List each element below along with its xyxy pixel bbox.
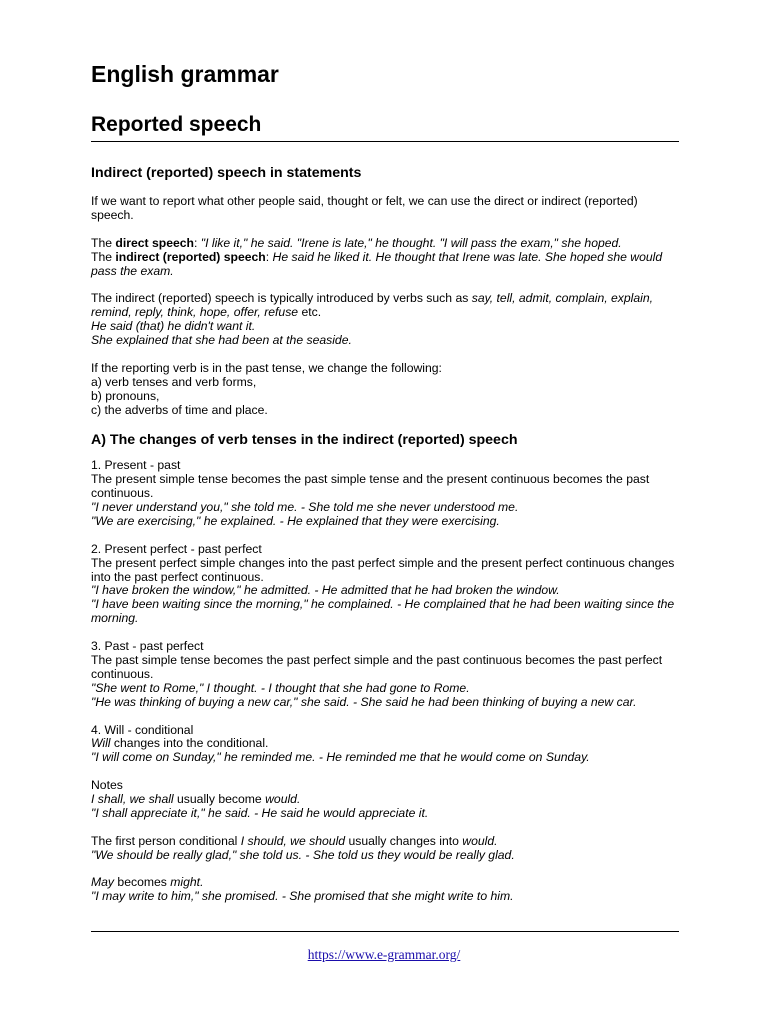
notes-title: Notes: [91, 778, 123, 793]
section-heading-tenses: A) The changes of verb tenses in the indirect (reported) speech: [91, 432, 518, 449]
changes-list-paragraph: If the reporting verb is in the past tense, we change the following: a) verb tenses and verb forms, b) pronouns, c) the adverbs of time and place.: [91, 362, 681, 418]
tense-rule-2: [91, 543, 681, 626]
example-line: "I have been waiting since the morning," he complained. - He complained that he had been waiting since the morning.: [91, 597, 675, 626]
indirect-speech-example: He said he liked it. He thought that Irene was late. She hoped she would pass the exam.: [91, 249, 663, 278]
list-item: a) verb tenses and verb forms,: [91, 374, 257, 389]
tense-rule-3: [91, 640, 681, 710]
document-title: English grammar: [91, 61, 279, 87]
note-line: The first person conditional I should, we should usually changes into would.: [91, 833, 498, 848]
example-line: "I shall appreciate it," he said. - He said he would appreciate it.: [91, 805, 429, 820]
main-content: [91, 164, 681, 918]
note-line: I shall, we shall usually become would.: [91, 792, 301, 807]
note-conditional: [91, 835, 681, 863]
list-item: c) the adverbs of time and place.: [91, 402, 268, 417]
rule-title: 4. Will - conditional: [91, 722, 194, 737]
example-line: "I never understand you," she told me. - She told me she never understood me.: [91, 500, 519, 515]
header-divider: [91, 141, 679, 142]
note-may: [91, 876, 681, 904]
reporting-verbs-list: say, tell, admit, complain, explain, remind, reply, think, hope, offer, refuse: [91, 291, 654, 320]
reporting-verbs-paragraph: The indirect (reported) speech is typically introduced by verbs such as say, tell, admit, complain, explain, remind, reply, think, hope, offer, refuse etc. He said (that) he didn't want it. She explained that she had been at the seaside.: [91, 292, 681, 348]
direct-speech-label: direct speech: [115, 235, 194, 250]
example-line: "We are exercising," he explained. - He explained that they were exercising.: [91, 513, 500, 528]
tense-rule-1: [91, 459, 681, 529]
rule-title: 2. Present perfect - past perfect: [91, 541, 262, 556]
direct-indirect-paragraph: [91, 237, 681, 279]
example-line: "I will come on Sunday," he reminded me. - He reminded me that he would come on Sunday.: [91, 750, 590, 765]
intro-paragraph: If we want to report what other people said, thought or felt, we can use the direct or indirect (reported) speech.: [91, 194, 638, 222]
footer-link[interactable]: https://www.e-grammar.org/: [307, 947, 461, 962]
list-item: b) pronouns,: [91, 388, 160, 403]
indirect-speech-line: The indirect (reported) speech: He said he liked it. He thought that Irene was late. She hoped she would pass the exam.: [91, 249, 663, 278]
rule-description: The past simple tense becomes the past perfect simple and the past continuous becomes the past perfect continuous.: [91, 653, 663, 681]
example-line: He said (that) he didn't want it.: [91, 319, 256, 334]
rule-title: 1. Present - past: [91, 458, 181, 473]
rule-description: Will changes into the conditional.: [91, 736, 269, 751]
direct-speech-line: The direct speech: "I like it," he said. "Irene is late," he thought. "I will pass the exam," she hoped.: [91, 235, 622, 250]
section-heading-statements: Indirect (reported) speech in statements: [91, 165, 362, 181]
example-line: "I have broken the window," he admitted. - He admitted that he had broken the window.: [91, 583, 560, 598]
example-line: "He was thinking of buying a new car," she said. - She said he had been thinking of buying a new car.: [91, 694, 637, 709]
rule-description: The present perfect simple changes into the past perfect simple and the present perfect continuous changes into the past perfect continuous.: [91, 555, 675, 584]
footer: [0, 947, 768, 963]
rule-description: The present simple tense becomes the past simple tense and the present continuous becomes the past continuous.: [91, 472, 650, 501]
footer-divider: [91, 931, 679, 932]
example-line: "She went to Rome," I thought. - I thought that she had gone to Rome.: [91, 680, 470, 695]
example-line: "I may write to him," she promised. - She promised that she might write to him.: [91, 889, 514, 904]
document-subtitle: Reported speech: [91, 113, 262, 136]
example-line: She explained that she had been at the seaside.: [91, 333, 352, 348]
direct-speech-example: "I like it," he said. "Irene is late," he thought. "I will pass the exam," she hoped.: [200, 235, 622, 250]
tense-rule-4: [91, 724, 681, 766]
example-line: "We should be really glad," she told us. - She told us they would be really glad.: [91, 847, 515, 862]
indirect-speech-label: indirect (reported) speech: [115, 249, 266, 264]
notes-block: [91, 779, 681, 821]
note-line: May becomes might.: [91, 875, 204, 890]
rule-title: 3. Past - past perfect: [91, 639, 204, 654]
